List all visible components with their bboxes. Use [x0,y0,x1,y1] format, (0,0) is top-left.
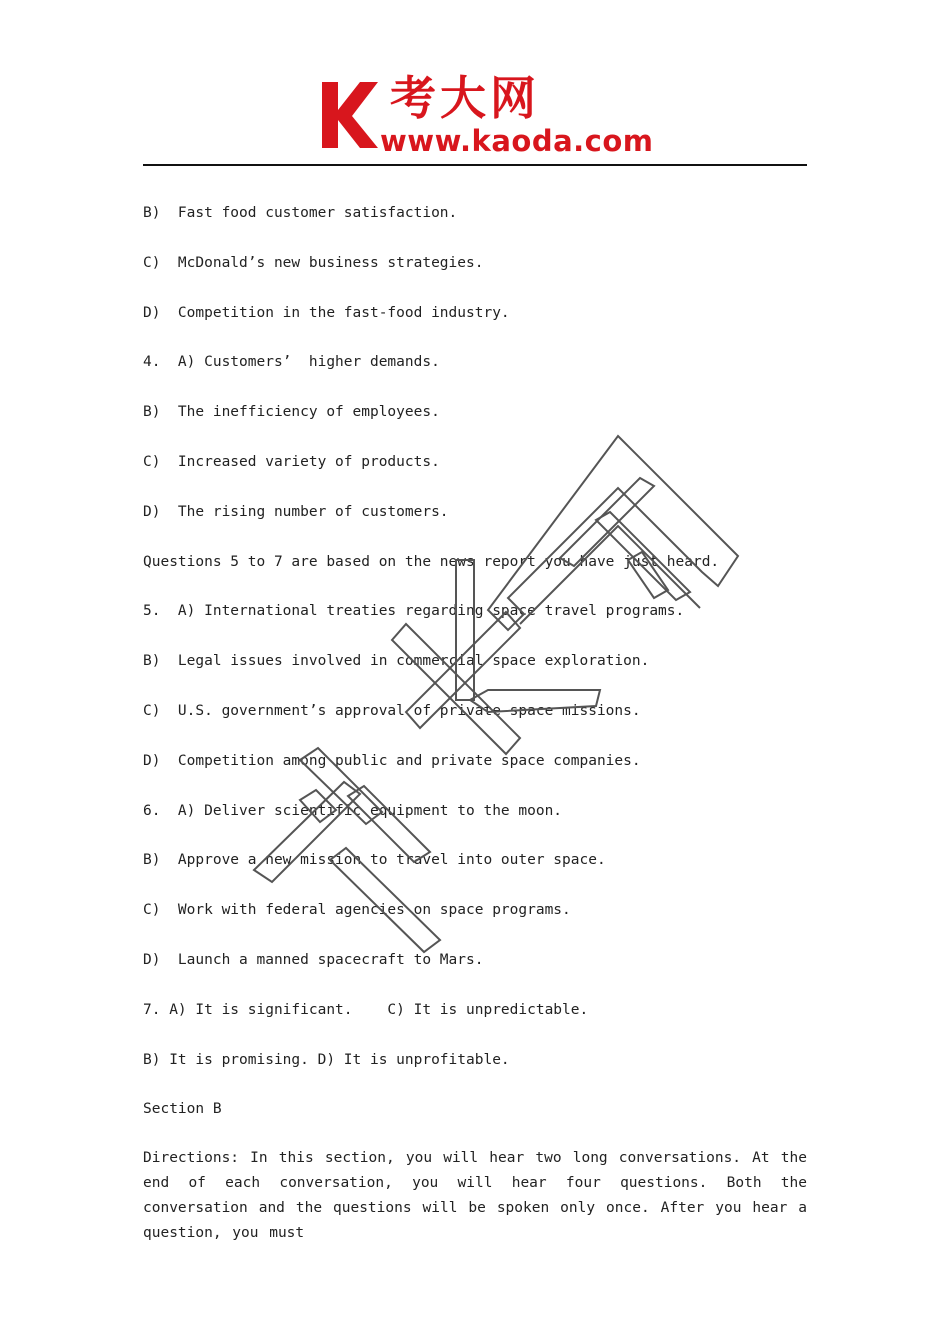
option-line: D) Competition among public and private space companies. [143,752,641,769]
option-line: B) Approve a new mission to travel into outer space. [143,852,606,869]
option-line: C) Increased variety of products. [143,453,440,470]
section-heading: Section B [143,1101,222,1118]
option-line: D) Competition in the fast-food industry. [143,304,510,321]
option-line: D) The rising number of customers. [143,503,449,520]
option-line: B) Fast food customer satisfaction. [143,205,458,221]
option-line: B) Legal issues involved in commercial space exploration. [143,653,650,670]
page-header [0,0,950,170]
option-line: C) McDonald’s new business strategies. [143,254,484,271]
logo-url-text: www.kaoda.com [380,124,654,158]
header-divider [143,164,807,166]
option-line: D) Launch a manned spacecraft to Mars. [143,951,484,968]
logo-k-mark [318,80,380,150]
option-line: C) Work with federal agencies on space programs. [143,902,571,919]
question-line: 7. A) It is significant. C) It is unpredictable. [143,1001,589,1018]
directions-paragraph: Directions: In this section, you will hear two long conversations. At the end of each conversation, you will hear four questions. Both the conversation and the questions will be spoken only once. After you hear a question, you must [143,1150,807,1242]
instruction-line: Questions 5 to 7 are based on the news report you have just heard. [143,553,720,570]
option-line: B) The inefficiency of employees. [143,404,440,421]
logo-chinese-text: 考大网 [390,71,540,125]
option-line: B) It is promising. D) It is unprofitable. [143,1051,510,1068]
question-line: 5. A) International treaties regarding space travel programs. [143,603,685,620]
question-line: 4. A) Customers’ higher demands. [143,354,440,371]
kaoda-logo[interactable] [318,71,654,160]
option-line: C) U.S. government’s approval of private space missions. [143,702,641,719]
document-body [143,200,807,1246]
question-line: 6. A) Deliver scientific equipment to the moon. [143,802,563,819]
